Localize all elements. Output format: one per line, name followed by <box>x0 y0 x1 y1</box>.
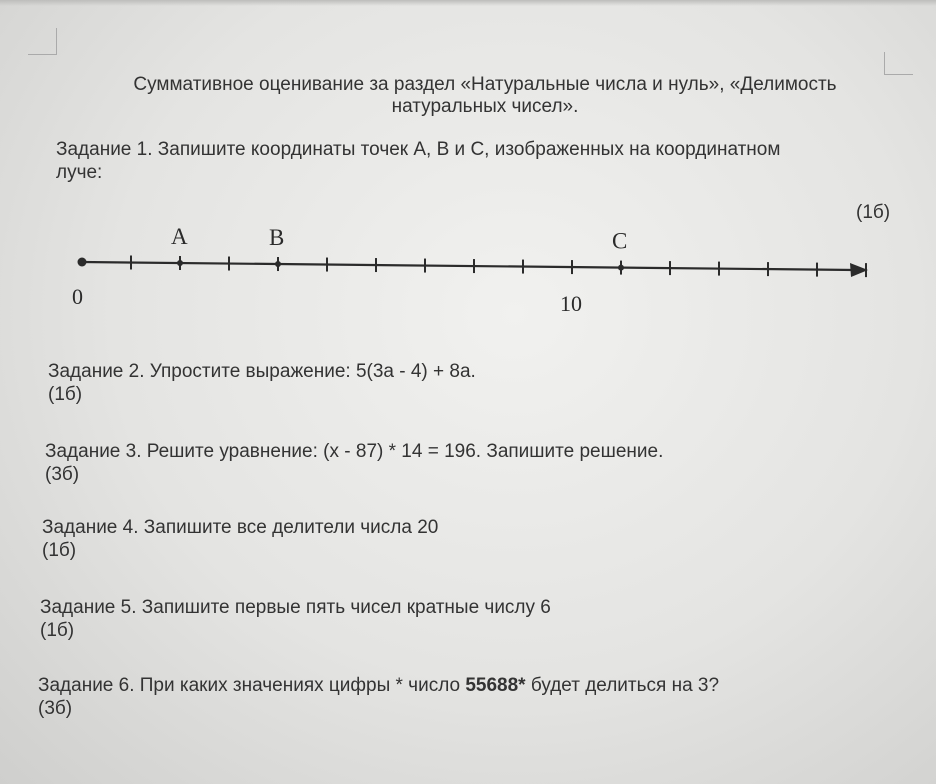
origin-dot <box>78 258 87 267</box>
task-6-text <box>38 674 719 697</box>
task-6-points: (3б) <box>38 698 73 719</box>
task-1 <box>56 138 906 184</box>
task-1-points: (1б) <box>856 202 891 223</box>
task-1-text-line-2: луче: <box>56 162 103 183</box>
task-3-text: Задание 3. Решите уравнение: (x - 87) * 14 = 196. Запишите решение. <box>45 441 664 462</box>
title-line-2: натуральных чисел». <box>391 96 579 117</box>
origin-label: 0 <box>72 284 83 309</box>
corner-mark-top-right <box>884 52 913 75</box>
task-5-text: Задание 5. Запишите первые пять чисел кратные числу 6 <box>40 597 551 618</box>
task-2-text: Задание 2. Упростите выражение: 5(3a - 4) + 8a. <box>48 361 476 382</box>
paper-edge <box>0 0 936 6</box>
title-line-1: Суммативное оценивание за раздел «Натуральные числа и нуль», «Делимость <box>133 74 837 95</box>
task-5 <box>40 596 551 642</box>
point-c-label: C <box>612 228 628 254</box>
task-2-points: (1б) <box>48 384 83 405</box>
point-b-dot <box>275 261 281 267</box>
point-a-dot <box>177 260 183 266</box>
task-3 <box>45 440 663 486</box>
task-6-text-before: Задание 6. При каких значениях цифры * число <box>38 675 466 696</box>
task-6-number: 55688* <box>465 675 526 696</box>
document-title <box>70 74 900 118</box>
point-c-dot <box>618 265 624 271</box>
task-4-points: (1б) <box>42 540 77 561</box>
task-3-points: (3б) <box>45 464 80 485</box>
task-1-text-line-1: Задание 1. Запишите координаты точек А, В и С, изображенных на координатном <box>56 139 781 160</box>
task-4-text: Задание 4. Запишите все делители числа 20 <box>42 517 439 538</box>
point-a-label: A <box>171 224 188 250</box>
ten-label: 10 <box>560 291 582 316</box>
coordinate-ray <box>60 210 900 330</box>
ray-axis <box>82 262 855 270</box>
task-2 <box>48 360 476 406</box>
task-6 <box>38 674 719 720</box>
task-6-text-after: будет делиться на 3? <box>525 675 720 696</box>
task-4 <box>42 516 438 562</box>
corner-mark-top-left <box>28 28 57 55</box>
point-b-label: B <box>269 225 285 251</box>
task-5-points: (1б) <box>40 620 75 641</box>
